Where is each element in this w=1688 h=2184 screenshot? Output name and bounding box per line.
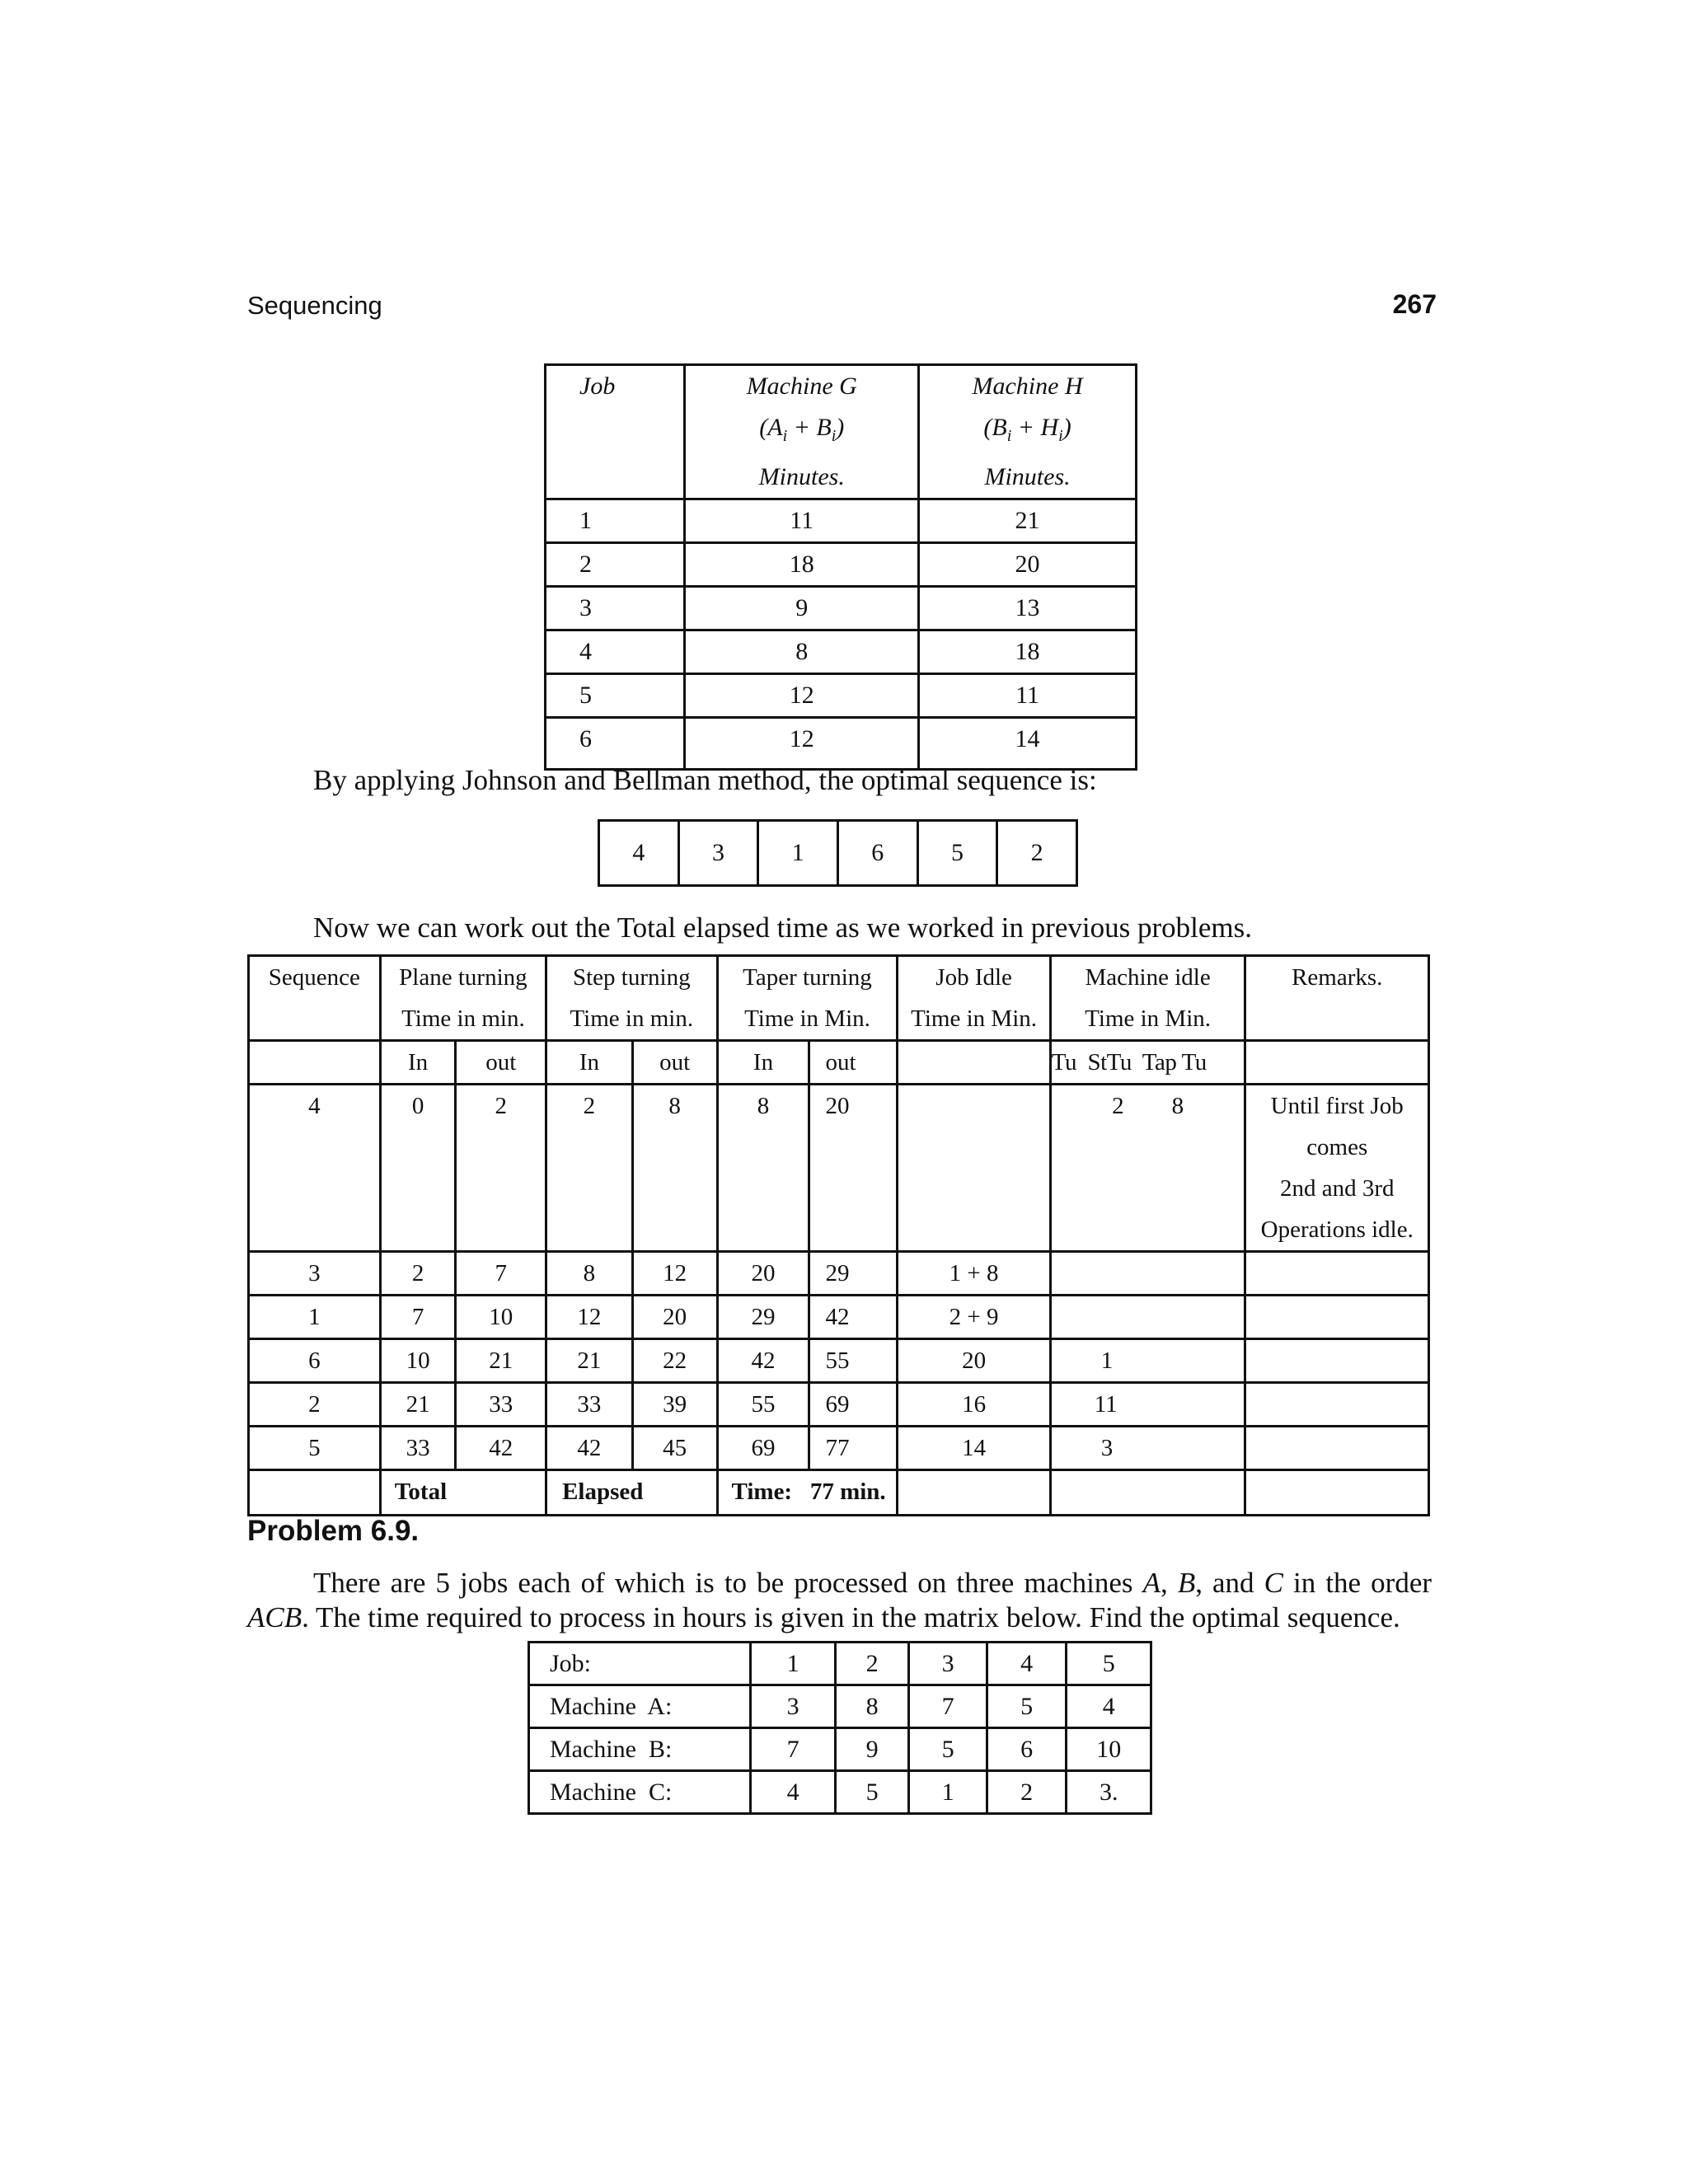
cell: 3 bbox=[1050, 1427, 1245, 1470]
cell: 29 bbox=[717, 1296, 809, 1339]
subheader-out: out bbox=[809, 1041, 898, 1085]
cell: 21 bbox=[546, 1339, 633, 1383]
cell: 18 bbox=[685, 543, 919, 587]
cell: 11 bbox=[685, 499, 919, 543]
table-row bbox=[546, 543, 1137, 587]
cell: 6 bbox=[249, 1339, 381, 1383]
remarks-cell: Until first Job comes 2nd and 3rd Operations idle. bbox=[1245, 1085, 1429, 1252]
cell bbox=[1245, 1339, 1429, 1383]
table-footer-row bbox=[249, 1470, 1429, 1516]
sequence-cell: 4 bbox=[599, 821, 679, 886]
sequence-cell: 5 bbox=[917, 821, 997, 886]
cell: 4 bbox=[987, 1643, 1067, 1685]
cell: 20 bbox=[898, 1339, 1050, 1383]
cell: 10 bbox=[380, 1339, 456, 1383]
cell: 42 bbox=[717, 1339, 809, 1383]
cell: 1 bbox=[1050, 1339, 1245, 1383]
cell bbox=[898, 1085, 1050, 1252]
cell: 77 bbox=[809, 1427, 898, 1470]
cell: 10 bbox=[1067, 1728, 1151, 1771]
page-number: 267 bbox=[1392, 289, 1437, 319]
table-row bbox=[249, 1383, 1429, 1427]
cell: 7 bbox=[909, 1685, 987, 1728]
cell: 5 bbox=[249, 1427, 381, 1470]
cell: 1 bbox=[249, 1296, 381, 1339]
paragraph-elapsed-time: Now we can work out the Total elapsed time as we worked in previous problems. bbox=[313, 912, 1252, 944]
cell: 8 bbox=[632, 1085, 717, 1252]
cell: 21 bbox=[380, 1383, 456, 1427]
row-label: Machine C: bbox=[529, 1771, 751, 1814]
cell: 1 bbox=[909, 1771, 987, 1814]
cell: 6 bbox=[987, 1728, 1067, 1771]
table-row bbox=[249, 1296, 1429, 1339]
cell bbox=[249, 1041, 381, 1085]
cell: 29 bbox=[809, 1252, 898, 1296]
cell: 1 bbox=[546, 499, 685, 543]
cell: 12 bbox=[685, 674, 919, 718]
cell: 21 bbox=[456, 1339, 546, 1383]
cell: 7 bbox=[751, 1728, 835, 1771]
cell: 69 bbox=[717, 1427, 809, 1470]
cell bbox=[898, 1041, 1050, 1085]
row-label: Machine B: bbox=[529, 1728, 751, 1771]
subheader-out: out bbox=[456, 1041, 546, 1085]
cell: 14 bbox=[919, 718, 1137, 770]
header-remarks: Remarks. bbox=[1245, 956, 1429, 1041]
cell: 1 + 8 bbox=[898, 1252, 1050, 1296]
cell: 2 bbox=[546, 543, 685, 587]
cell: 10 bbox=[456, 1296, 546, 1339]
cell: 8 bbox=[835, 1685, 909, 1728]
cell: 9 bbox=[685, 587, 919, 630]
cell: 14 bbox=[898, 1427, 1050, 1470]
cell: 8 bbox=[546, 1252, 633, 1296]
cell: 0 bbox=[380, 1085, 456, 1252]
cell: 2 bbox=[249, 1383, 381, 1427]
elapsed-time-table bbox=[247, 954, 1430, 1516]
table-header-row bbox=[546, 365, 1137, 499]
subheader-machine-idle: Tu StTu Tap Tu bbox=[1050, 1041, 1245, 1085]
sequence-cell: 6 bbox=[837, 821, 917, 886]
cell: 12 bbox=[632, 1252, 717, 1296]
running-header-section: Sequencing bbox=[247, 291, 382, 320]
cell: 42 bbox=[546, 1427, 633, 1470]
cell: 11 bbox=[919, 674, 1137, 718]
cell: 20 bbox=[632, 1296, 717, 1339]
table-row bbox=[546, 499, 1137, 543]
header-plane-turning: Plane turning Time in min. bbox=[380, 956, 546, 1041]
header-taper-turning: Taper turning Time in Min. bbox=[717, 956, 898, 1041]
cell: 5 bbox=[546, 674, 685, 718]
cell: 2 bbox=[835, 1643, 909, 1685]
cell bbox=[1050, 1470, 1245, 1516]
cell bbox=[1245, 1296, 1429, 1339]
problem-heading: Problem 6.9. bbox=[247, 1515, 420, 1547]
header-machine-idle: Machine idle Time in Min. bbox=[1050, 956, 1245, 1041]
cell: 6 bbox=[546, 718, 685, 770]
cell bbox=[898, 1470, 1050, 1516]
cell: 2 bbox=[987, 1771, 1067, 1814]
cell: 42 bbox=[809, 1296, 898, 1339]
cell: 39 bbox=[632, 1383, 717, 1427]
cell: 4 bbox=[249, 1085, 381, 1252]
cell: 2 bbox=[546, 1085, 633, 1252]
optimal-sequence-table bbox=[598, 819, 1078, 887]
cell: 9 bbox=[835, 1728, 909, 1771]
cell: 33 bbox=[546, 1383, 633, 1427]
table-row bbox=[249, 1085, 1429, 1252]
table-row bbox=[249, 1427, 1429, 1470]
cell: 69 bbox=[809, 1383, 898, 1427]
cell: 8 bbox=[717, 1085, 809, 1252]
table-row bbox=[546, 718, 1137, 770]
sequence-cell: 2 bbox=[997, 821, 1077, 886]
cell: 16 bbox=[898, 1383, 1050, 1427]
processing-time-matrix bbox=[528, 1641, 1152, 1815]
cell: 33 bbox=[380, 1427, 456, 1470]
subheader-in: In bbox=[380, 1041, 456, 1085]
cell: 55 bbox=[809, 1339, 898, 1383]
cell: 2 8 bbox=[1050, 1085, 1245, 1252]
problem-text: There are 5 jobs each of which is to be processed on three machines A, B, and C in the order ACB. The time required to process in hours is given in the matrix below. Find the optimal sequence. bbox=[247, 1567, 1432, 1633]
row-label: Job: bbox=[529, 1643, 751, 1685]
cell: 3 bbox=[249, 1252, 381, 1296]
cell bbox=[1050, 1252, 1245, 1296]
table-row bbox=[529, 1771, 1151, 1814]
table-row bbox=[546, 630, 1137, 674]
table-row bbox=[599, 821, 1077, 886]
footer-time: Time: 77 min. bbox=[717, 1470, 898, 1516]
header-sequence: Sequence bbox=[249, 956, 381, 1041]
cell bbox=[1245, 1041, 1429, 1085]
cell: 4 bbox=[751, 1771, 835, 1814]
cell: 12 bbox=[685, 718, 919, 770]
cell: 12 bbox=[546, 1296, 633, 1339]
cell: 5 bbox=[1067, 1643, 1151, 1685]
cell: 22 bbox=[632, 1339, 717, 1383]
cell: 7 bbox=[456, 1252, 546, 1296]
table-subheader-row bbox=[249, 1041, 1429, 1085]
row-label: Machine A: bbox=[529, 1685, 751, 1728]
cell: 1 bbox=[751, 1643, 835, 1685]
paragraph-optimal-sequence: By applying Johnson and Bellman method, the optimal sequence is: bbox=[313, 764, 1097, 796]
table-row bbox=[546, 674, 1137, 718]
cell: 3 bbox=[751, 1685, 835, 1728]
table-header-row bbox=[249, 956, 1429, 1041]
cell: 5 bbox=[909, 1728, 987, 1771]
subheader-in: In bbox=[546, 1041, 633, 1085]
cell: 42 bbox=[456, 1427, 546, 1470]
cell: 21 bbox=[919, 499, 1137, 543]
cell: 2 bbox=[456, 1085, 546, 1252]
header-job: Job bbox=[546, 365, 685, 499]
cell: 7 bbox=[380, 1296, 456, 1339]
cell: 33 bbox=[456, 1383, 546, 1427]
cell: 2 bbox=[380, 1252, 456, 1296]
cell bbox=[1050, 1296, 1245, 1339]
sequence-cell: 3 bbox=[678, 821, 758, 886]
cell: 18 bbox=[919, 630, 1137, 674]
machine-times-table bbox=[544, 363, 1137, 771]
table-row bbox=[546, 587, 1137, 630]
cell: 3 bbox=[909, 1643, 987, 1685]
cell: 20 bbox=[919, 543, 1137, 587]
cell bbox=[1245, 1470, 1429, 1516]
table-row bbox=[529, 1685, 1151, 1728]
cell: 2 + 9 bbox=[898, 1296, 1050, 1339]
table-row bbox=[529, 1728, 1151, 1771]
cell: 4 bbox=[1067, 1685, 1151, 1728]
header-machine-g: Machine G $(A_i + B_i)$ Minutes. bbox=[685, 365, 919, 499]
header-step-turning: Step turning Time in min. bbox=[546, 956, 717, 1041]
cell: 45 bbox=[632, 1427, 717, 1470]
table-row bbox=[529, 1643, 1151, 1685]
cell: 11 bbox=[1050, 1383, 1245, 1427]
subheader-in: In bbox=[717, 1041, 809, 1085]
cell bbox=[1245, 1252, 1429, 1296]
cell: 3. bbox=[1067, 1771, 1151, 1814]
footer-total: Total bbox=[380, 1470, 546, 1516]
cell: 8 bbox=[685, 630, 919, 674]
header-job-idle: Job Idle Time in Min. bbox=[898, 956, 1050, 1041]
cell bbox=[1245, 1427, 1429, 1470]
table-row bbox=[249, 1339, 1429, 1383]
subheader-out: out bbox=[632, 1041, 717, 1085]
table-row bbox=[249, 1252, 1429, 1296]
cell bbox=[1245, 1383, 1429, 1427]
cell: 20 bbox=[717, 1252, 809, 1296]
header-machine-h: Machine H $(B_i + H_i)$ Minutes. bbox=[919, 365, 1137, 499]
cell: 55 bbox=[717, 1383, 809, 1427]
cell: 13 bbox=[919, 587, 1137, 630]
sequence-cell: 1 bbox=[758, 821, 838, 886]
cell: 5 bbox=[987, 1685, 1067, 1728]
cell: 4 bbox=[546, 630, 685, 674]
cell: 5 bbox=[835, 1771, 909, 1814]
footer-elapsed: Elapsed bbox=[546, 1470, 717, 1516]
cell: 20 bbox=[809, 1085, 898, 1252]
cell: 3 bbox=[546, 587, 685, 630]
cell bbox=[249, 1470, 381, 1516]
